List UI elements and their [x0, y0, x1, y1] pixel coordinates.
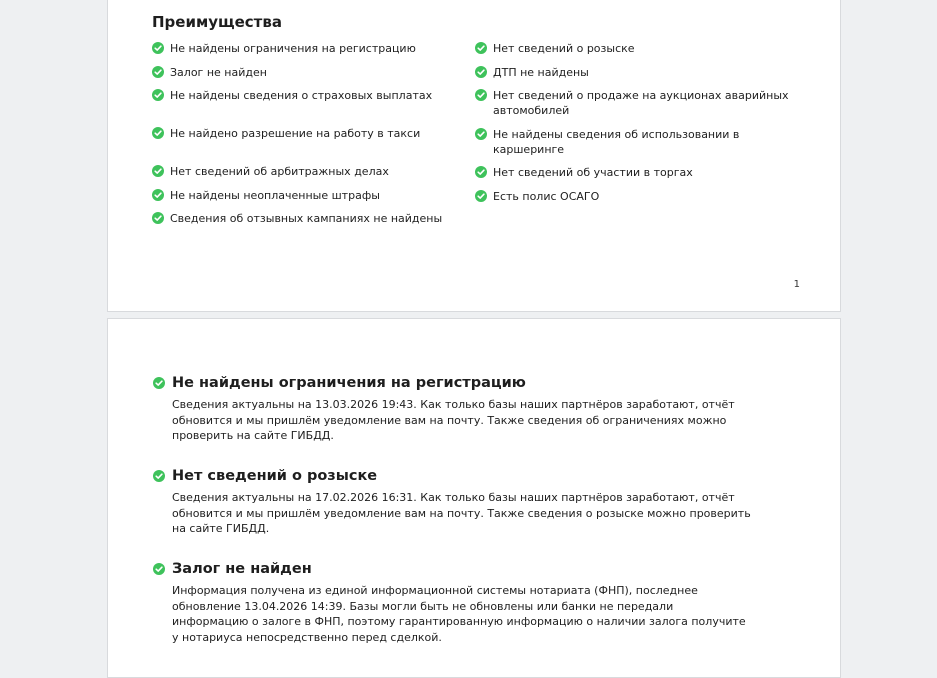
check-circle-icon [152, 127, 164, 139]
advantage-item-label: Сведения об отзывных кампаниях не найдены [170, 212, 443, 225]
check-circle-icon [152, 212, 164, 224]
advantage-item [152, 188, 464, 203]
report-page-2 [107, 318, 841, 678]
advantage-item [475, 189, 805, 204]
advantage-item-label: Не найдены сведения о страховых выплатах [170, 89, 433, 102]
check-circle-icon [153, 470, 165, 482]
advantage-item [152, 126, 464, 141]
advantages-right-list [475, 41, 805, 212]
advantages-title: Преимущества [152, 13, 282, 31]
advantage-item [475, 127, 805, 157]
advantage-item-label: Не найдено разрешение на работу в такси [170, 127, 421, 140]
advantage-item-label: Есть полис ОСАГО [493, 189, 600, 203]
detail-section [153, 467, 773, 537]
advantage-item [475, 65, 805, 80]
advantage-item-label: Нет сведений о розыске [493, 42, 635, 55]
advantage-item-label: ДТП не найдены [493, 65, 589, 79]
advantage-item-label: Залог не найден [170, 65, 267, 79]
check-circle-icon [152, 189, 164, 201]
detail-title [153, 374, 773, 392]
advantage-item-label: Нет сведений о продаже на аукционах аварийных автомобилей [493, 89, 789, 117]
check-circle-icon [152, 42, 164, 54]
check-circle-icon [475, 166, 487, 178]
detail-text: Сведения актуальны на 13.03.2026 19:43. Как только базы наших партнёров заработают, отчёт обновится и мы пришлём уведомление вам на почту. Также сведения об ограничениях можно проверить на сайте ГИБДД. [172, 398, 735, 442]
advantage-item [475, 88, 805, 118]
advantage-item-label: Нет сведений об арбитражных делах [170, 165, 389, 178]
check-circle-icon [475, 66, 487, 78]
report-page-1 [107, 0, 841, 312]
detail-title-text: Залог не найден [172, 561, 312, 577]
advantage-item [152, 65, 464, 80]
detail-title [153, 467, 773, 485]
check-circle-icon [152, 66, 164, 78]
detail-text: Сведения актуальны на 17.02.2026 16:31. Как только базы наших партнёров заработают, отчёт обновится и мы пришлём уведомление вам на почту. Также сведения о розыске можно проверить на сайте ГИБДД. [172, 491, 751, 535]
page-number: 1 [793, 279, 800, 290]
advantage-item [152, 41, 464, 56]
advantage-item [152, 88, 464, 103]
advantage-item [152, 164, 464, 179]
advantage-item [152, 211, 464, 226]
detail-title [153, 560, 773, 578]
check-circle-icon [475, 42, 487, 54]
advantage-item-label: Не найдены ограничения на регистрацию [170, 42, 416, 55]
check-circle-icon [475, 89, 487, 101]
check-circle-icon [475, 190, 487, 202]
detail-title-text: Не найдены ограничения на регистрацию [172, 375, 526, 391]
check-circle-icon [152, 89, 164, 101]
check-circle-icon [153, 563, 165, 575]
check-circle-icon [475, 128, 487, 140]
detail-text: Информация получена из единой информационной системы нотариата (ФНП), последнее обновление 13.04.2026 14:39. Базы могли быть не обновлены или банки не передали информацию о залоге в ФНП, поэтому гарантированную информацию о наличии залога получите у нотариуса непосредственно перед сделкой. [172, 584, 746, 644]
detail-section [153, 560, 773, 645]
advantage-item-label: Нет сведений об участии в торгах [493, 166, 693, 179]
advantage-item [475, 41, 805, 56]
check-circle-icon [153, 377, 165, 389]
detail-title-text: Нет сведений о розыске [172, 468, 378, 484]
advantage-item-label: Не найдены неоплаченные штрафы [170, 188, 380, 202]
advantages-left-list [152, 41, 464, 235]
check-circle-icon [152, 165, 164, 177]
advantage-item [475, 165, 805, 180]
detail-section [153, 374, 773, 444]
advantage-item-label: Не найдены сведения об использовании в каршеринге [493, 127, 740, 156]
